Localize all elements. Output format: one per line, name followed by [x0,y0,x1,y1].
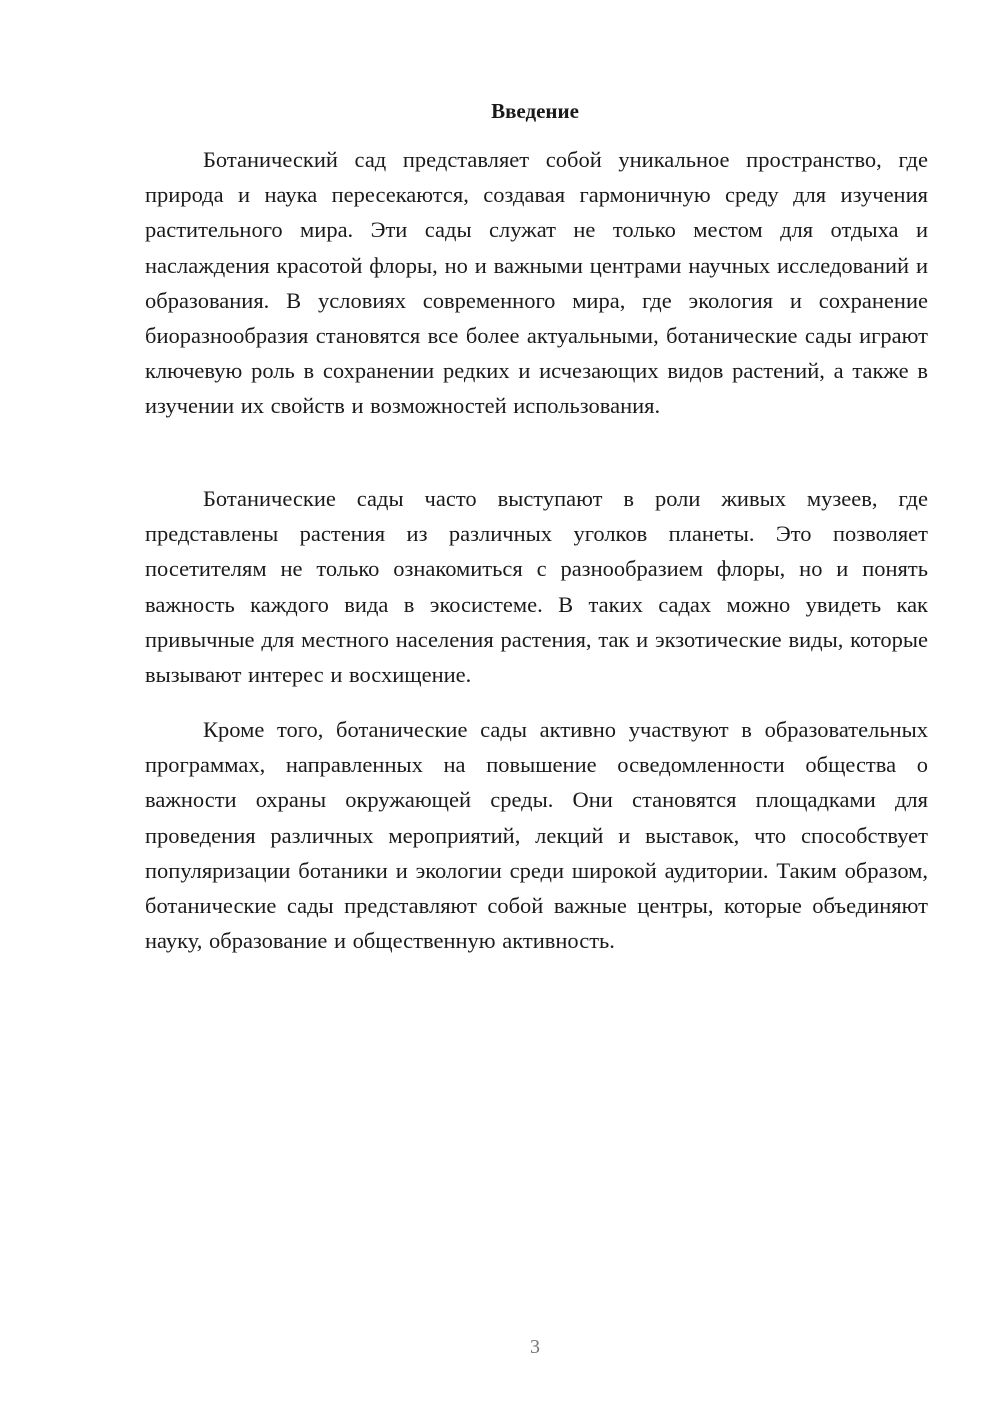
section-heading: Введение [491,99,579,123]
paragraph-3: Кроме того, ботанические сады активно участвуют в образовательных программах, направленных на повышение осведомленности общества о важности охраны окружающей среды. Они становятся площадками для проведения различных мероприятий, лекций и выставок, что способствует популяризации ботаники и экологии среди широкой аудитории. Таким образом, ботанические сады представляют собой важные центры, которые объединяют науку, образование и общественную активность. [145,717,928,954]
paragraph-2: Ботанические сады часто выступают в роли живых музеев, где представлены растения из различных уголков планеты. Это позволяет посетителям не только ознакомиться с разнообразием флоры, но и понять важность каждого вида в экосистеме. В таких садах можно увидеть как привычные для местного населения растения, так и экзотические виды, которые вызывают интерес и восхищение. [145,486,928,688]
paragraph-1: Ботанический сад представляет собой уникальное пространство, где природа и наука пересекаются, создавая гармоничную среду для изучения растительного мира. Эти сады служат не только местом для отдыха и наслаждения красотой флоры, но и важными центрами научных исследований и образования. В условиях современного мира, где экология и сохранение биоразнообразия становятся все более актуальными, ботанические сады играют ключевую роль в сохранении редких и исчезающих видов растений, а также в изучении их свойств и возможностей использования. [145,147,928,419]
page-number: 3 [530,1336,540,1358]
